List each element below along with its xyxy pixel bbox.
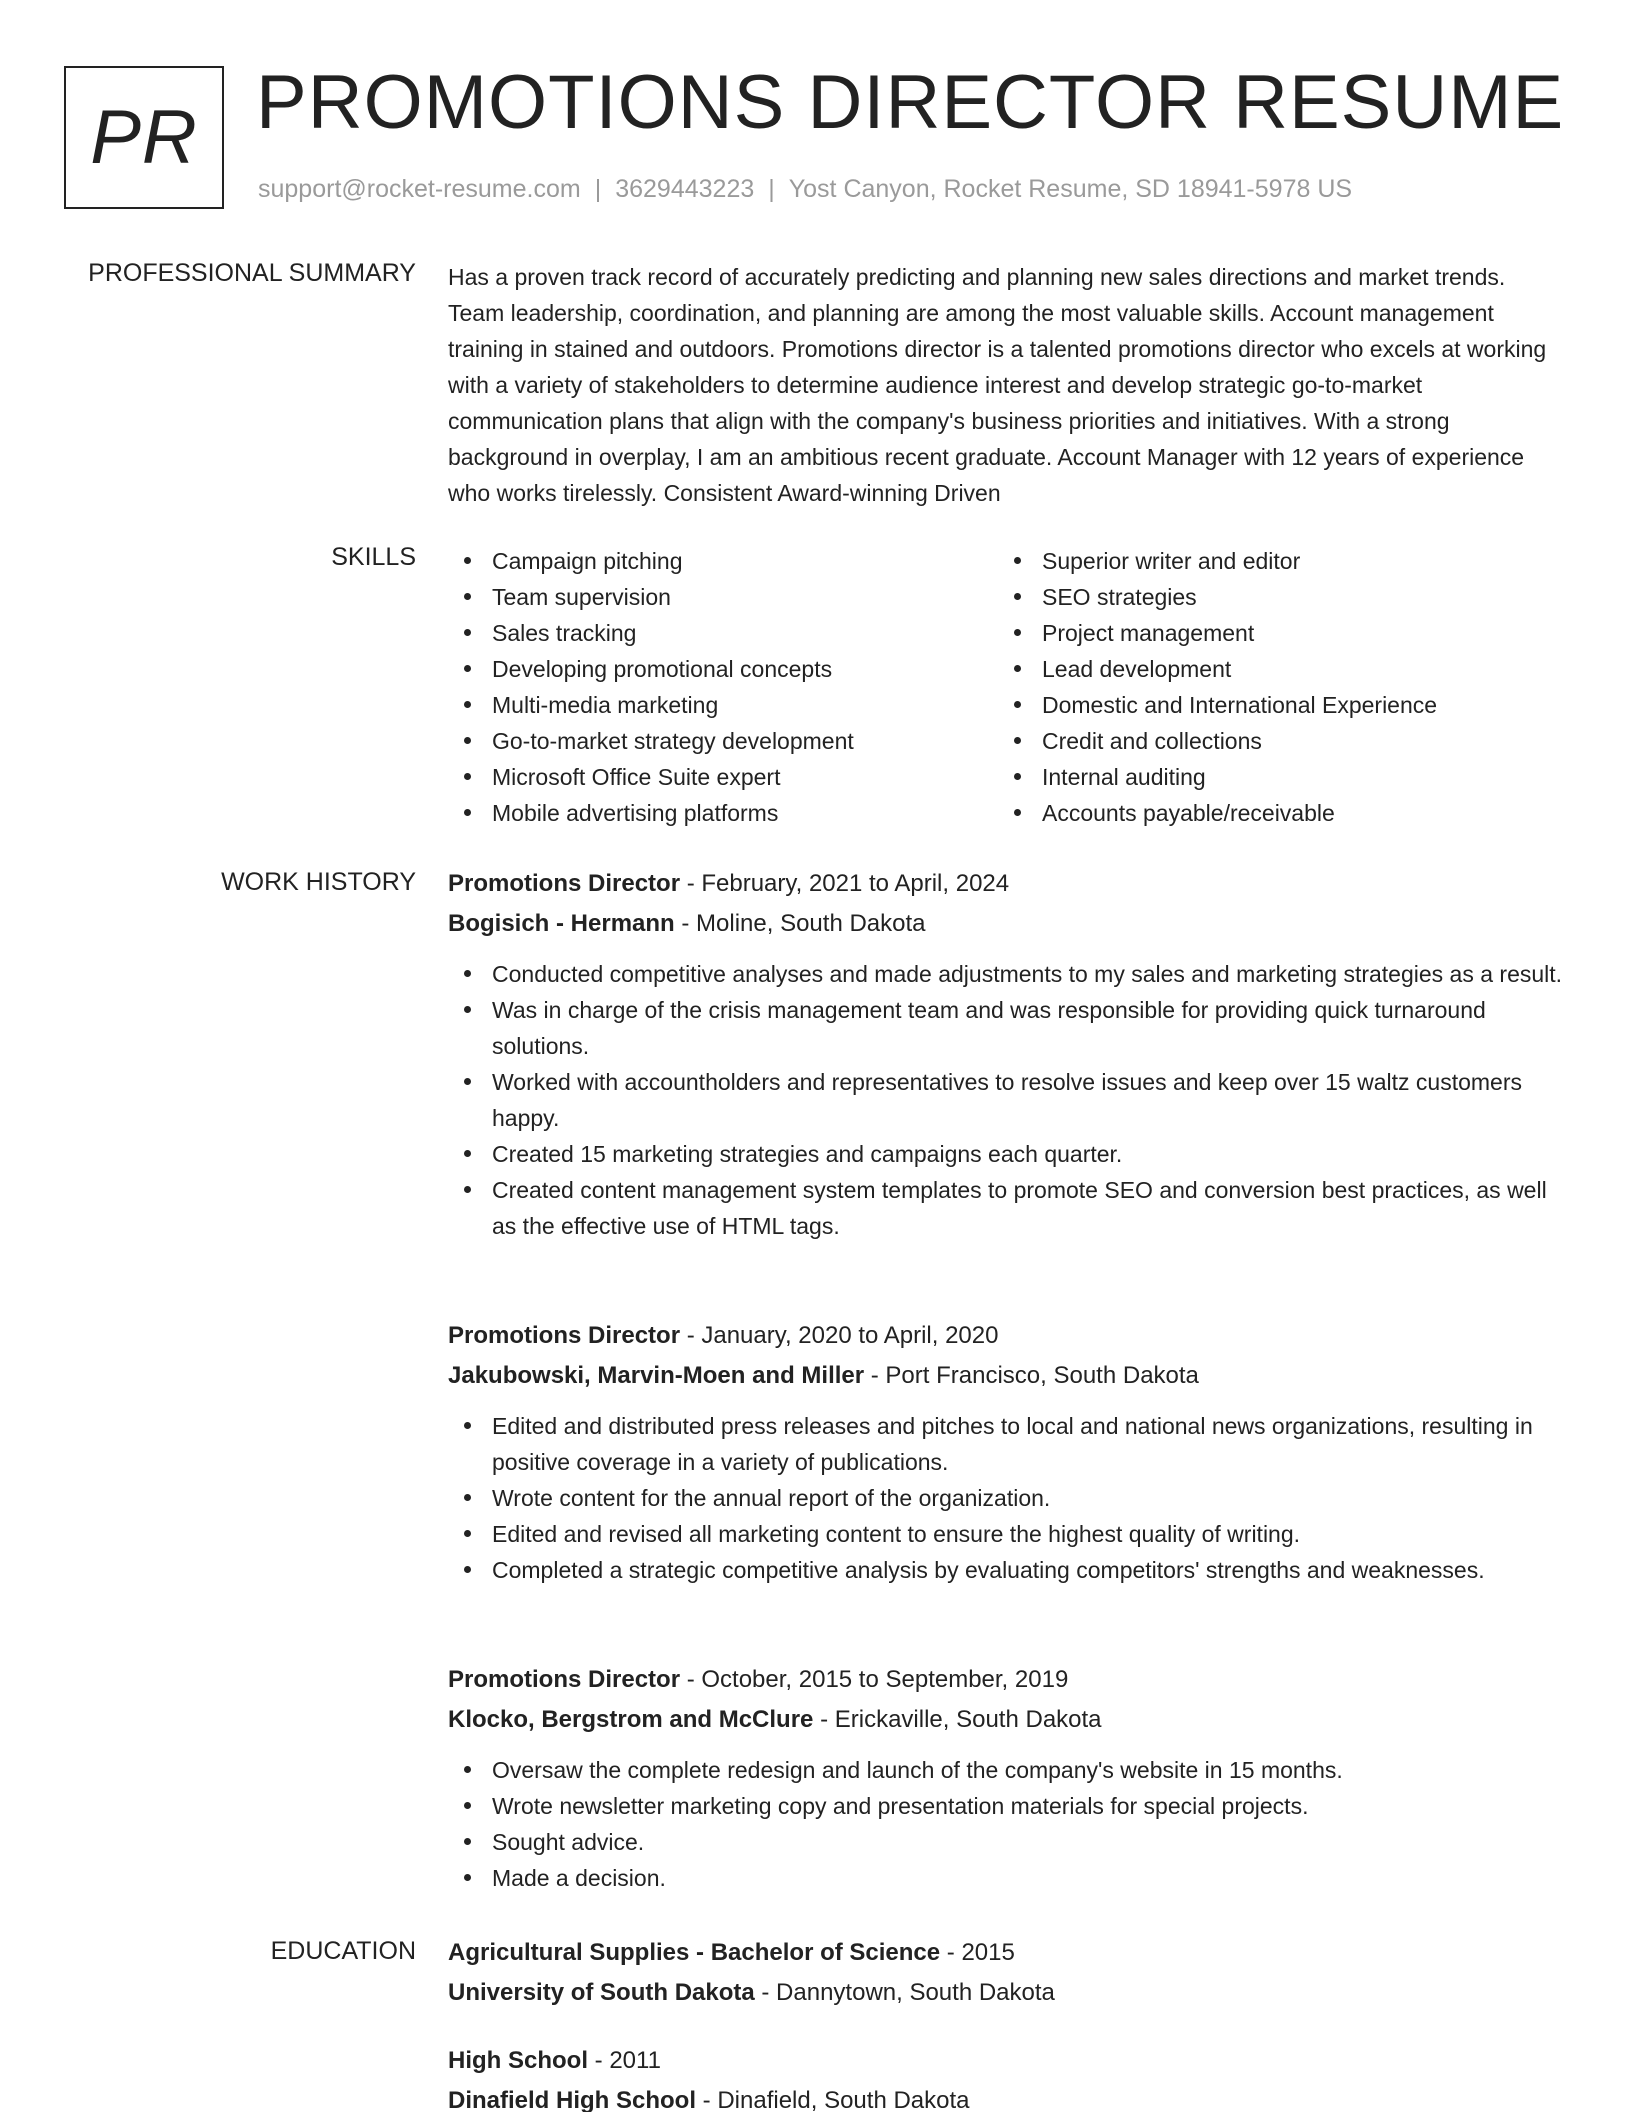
skill-item: Lead development — [998, 651, 1548, 687]
page-title: PROMOTIONS DIRECTOR RESUME — [256, 60, 1565, 145]
contact-phone[interactable]: 3629443223 — [615, 175, 755, 203]
job-bullet: Wrote content for the annual report of the organization. — [448, 1480, 1566, 1516]
job-company-line — [448, 904, 1566, 944]
job-entry — [448, 1316, 1566, 1588]
summary-text: Has a proven track record of accurately predicting and planning new sales directions and market trends. Team leadership, coordination, and planning are among the most valuable skills. Account management training in stained and outdoors. Promotions director is a talented promotions director who excels at working with a variety of stakeholders to determine audience interest and develop strategic go-to-market communication plans that align with the company's business priorities and initiatives. With a strong background in overplay, I am an ambitious recent graduate. Account Manager with 12 years of experience who works tirelessly. Consistent Award-winning Driven — [448, 264, 1547, 506]
skill-item: Project management — [998, 615, 1548, 651]
section-label-education: EDUCATION — [270, 1937, 416, 1965]
job-bullet: Made a decision. — [448, 1860, 1566, 1896]
job-bullet: Conducted competitive analyses and made adjustments to my sales and marketing strategies as a result. — [448, 956, 1566, 992]
skill-item: Team supervision — [448, 579, 998, 615]
skill-item: Campaign pitching — [448, 543, 998, 579]
skills-column-right — [998, 543, 1548, 831]
job-bullet: Oversaw the complete redesign and launch of the company's website in 15 months. — [448, 1752, 1566, 1788]
education-school: Dinafield High School — [448, 2087, 697, 2112]
job-title: Promotions Director — [448, 1666, 681, 1693]
skill-item: Domestic and International Experience — [998, 687, 1548, 723]
education-year: - 2015 — [940, 1939, 1015, 1966]
job-bullets — [448, 956, 1566, 1244]
skill-item: Multi-media marketing — [448, 687, 998, 723]
skill-item: Sales tracking — [448, 615, 998, 651]
job-bullet: Edited and revised all marketing content to ensure the highest quality of writing. — [448, 1516, 1566, 1552]
section-label-summary: PROFESSIONAL SUMMARY — [88, 259, 416, 287]
section-label-work-history: WORK HISTORY — [221, 868, 416, 896]
education-school: University of South Dakota — [448, 1979, 755, 2006]
education-degree-line — [448, 2041, 1566, 2081]
education-degree: High School — [448, 2047, 588, 2074]
job-location: - Erickaville, South Dakota — [813, 1706, 1102, 1733]
education-entry — [448, 2041, 1566, 2112]
education-location: - Dannytown, South Dakota — [754, 1979, 1055, 2006]
skill-item: Mobile advertising platforms — [448, 795, 998, 831]
job-dates: - January, 2020 to April, 2020 — [680, 1322, 999, 1349]
job-company: Jakubowski, Marvin-Moen and Miller — [448, 1362, 865, 1389]
skill-item: Go-to-market strategy development — [448, 723, 998, 759]
education-entry — [448, 1933, 1566, 2013]
job-location: - Port Francisco, South Dakota — [864, 1362, 1199, 1389]
contact-separator: | — [768, 175, 775, 203]
job-title-line — [448, 1316, 1566, 1356]
job-bullet: Created content management system templates to promote SEO and conversion best practices, as well as the effective use of HTML tags. — [448, 1172, 1566, 1244]
education-year: - 2011 — [588, 2047, 661, 2074]
skill-item: Microsoft Office Suite expert — [448, 759, 998, 795]
job-entry — [448, 1660, 1566, 1896]
skill-item: Developing promotional concepts — [448, 651, 998, 687]
job-title: Promotions Director — [448, 870, 681, 897]
contact-line — [258, 175, 1352, 204]
skill-item: SEO strategies — [998, 579, 1548, 615]
skill-item: Superior writer and editor — [998, 543, 1548, 579]
contact-separator: | — [594, 175, 602, 203]
monogram-initials: PR — [90, 95, 198, 180]
skills-column-left — [448, 543, 998, 831]
job-title-line — [448, 864, 1566, 904]
job-bullet: Sought advice. — [448, 1824, 1566, 1860]
job-bullet: Created 15 marketing strategies and campaigns each quarter. — [448, 1136, 1566, 1172]
job-title: Promotions Director — [448, 1322, 681, 1349]
education-degree-line — [448, 1933, 1566, 1973]
education-degree: Agricultural Supplies - Bachelor of Science — [448, 1939, 941, 1966]
job-location: - Moline, South Dakota — [674, 910, 926, 937]
job-company: Bogisich - Hermann — [448, 910, 675, 937]
education-location: - Dinafield, South Dakota — [696, 2087, 970, 2112]
contact-email[interactable]: support@rocket-resume.com — [258, 175, 581, 203]
job-bullet: Edited and distributed press releases and pitches to local and national news organizations, resulting in positive coverage in a variety of publications. — [448, 1408, 1566, 1480]
job-dates: - October, 2015 to September, 2019 — [680, 1666, 1069, 1693]
job-bullets — [448, 1752, 1566, 1896]
skill-item: Accounts payable/receivable — [998, 795, 1548, 831]
job-company-line — [448, 1700, 1566, 1740]
job-company-line — [448, 1356, 1566, 1396]
skills-grid — [448, 543, 1566, 831]
job-company: Klocko, Bergstrom and McClure — [448, 1706, 814, 1733]
job-bullet: Completed a strategic competitive analysis by evaluating competitors' strengths and weaknesses. — [448, 1552, 1566, 1588]
contact-address: Yost Canyon, Rocket Resume, SD 18941-5978 US — [788, 175, 1353, 203]
education-school-line — [448, 1973, 1566, 2013]
job-bullet: Worked with accountholders and representatives to resolve issues and keep over 15 waltz customers happy. — [448, 1064, 1566, 1136]
job-title-line — [448, 1660, 1566, 1700]
job-dates: - February, 2021 to April, 2024 — [680, 870, 1010, 897]
job-bullet: Was in charge of the crisis management team and was responsible for providing quick turnaround solutions. — [448, 992, 1566, 1064]
skill-item: Internal auditing — [998, 759, 1548, 795]
monogram-box — [64, 66, 224, 209]
section-label-skills: SKILLS — [331, 543, 416, 571]
job-bullets — [448, 1408, 1566, 1588]
skill-item: Credit and collections — [998, 723, 1548, 759]
education-school-line — [448, 2081, 1566, 2112]
job-bullet: Wrote newsletter marketing copy and presentation materials for special projects. — [448, 1788, 1566, 1824]
job-entry — [448, 864, 1566, 1244]
